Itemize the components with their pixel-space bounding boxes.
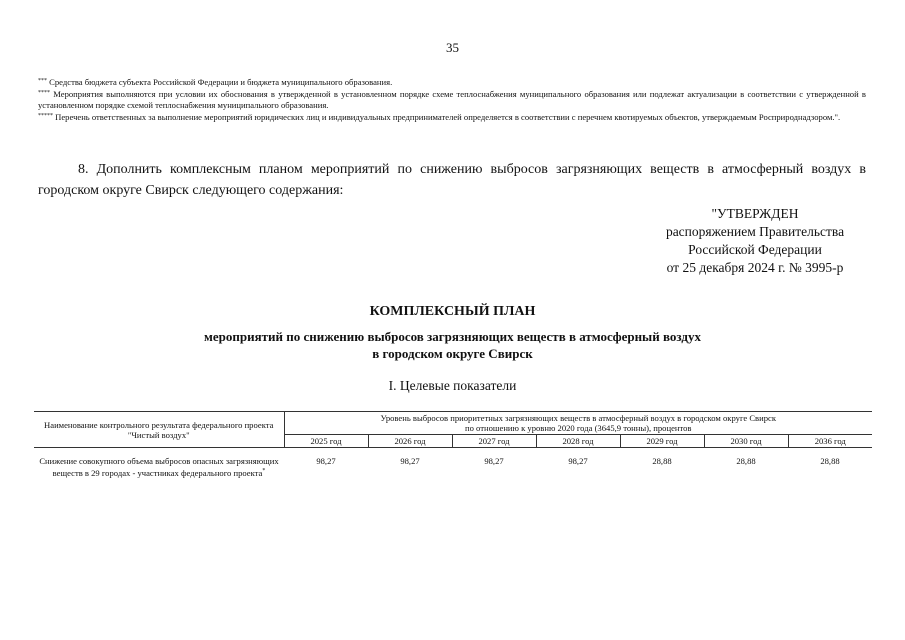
level-header-line: по отношению к уровню 2020 года (3645,9 тонны), процентов — [465, 423, 692, 433]
approval-line: "УТВЕРЖДЕН — [711, 206, 799, 221]
footnote-text: Перечень ответственных за выполнение мероприятий юридических лиц и индивидуальных предпринимателей определяется в соответствии с перечнем квотируемых объектов, утверждаемым Росприроднадзором.". — [53, 112, 841, 122]
value-cell: 98,27 — [316, 456, 336, 466]
approval-line: распоряжением Правительства — [665, 224, 845, 239]
footnote-text: Средства бюджета субъекта Российской Федерации и бюджета муниципального образования. — [47, 77, 393, 87]
footnote-mark: **** — [38, 90, 50, 96]
row-name-cell — [34, 448, 284, 478]
level-column-header — [284, 412, 872, 435]
year-header: 2029 год — [620, 435, 704, 448]
value-cell: 28,88 — [736, 456, 756, 466]
footnote-text: Мероприятия выполняются при условии их обоснования в утвержденной в установленном порядке схеме теплоснабжения муниципального образования или подлежат актуализации в соответствии с утвержденной в установленном порядке схемой теплоснабжения муниципального образования. — [38, 89, 866, 110]
subtitle-line: в городском округе Свирск — [372, 346, 533, 361]
year-header: 2036 год — [788, 435, 872, 448]
value-cell: 98,27 — [400, 456, 420, 466]
targets-table — [34, 411, 872, 478]
document-title: КОМПЛЕКСНЫЙ ПЛАН — [369, 304, 536, 319]
row-name-mark: * — [262, 468, 266, 474]
approval-block — [640, 205, 870, 277]
footnote — [38, 89, 866, 111]
value-cell: 28,88 — [652, 456, 672, 466]
year-header: 2027 год — [452, 435, 536, 448]
amendment-paragraph: 8. Дополнить комплексным планом мероприятий по снижению выбросов загрязняющих веществ в атмосферный воздух в городском округе Свирск следующего содержания: — [38, 162, 866, 198]
year-header: 2030 год — [704, 435, 788, 448]
section-heading: I. Целевые показатели — [388, 378, 517, 393]
footnote — [38, 112, 866, 123]
value-cell: 98,27 — [484, 456, 504, 466]
footnotes — [38, 77, 866, 124]
year-header: 2025 год — [284, 435, 368, 448]
year-header: 2026 год — [368, 435, 452, 448]
level-header-line: Уровень выбросов приоритетных загрязняющих веществ в атмосферный воздух в городском округе Свирск — [380, 413, 776, 423]
row-name-text: Снижение совокупного объема выбросов опасных загрязняющих веществ в 29 городах - участниках федерального проекта — [39, 456, 279, 478]
value-cell: 98,27 — [568, 456, 588, 466]
year-header: 2028 год — [536, 435, 620, 448]
footnote — [38, 77, 866, 88]
page-number: 35 — [446, 40, 459, 55]
approval-line: Российской Федерации — [688, 242, 822, 257]
value-cell: 28,88 — [820, 456, 840, 466]
name-column-header: Наименование контрольного результата федерального проекта "Чистый воздух" — [34, 412, 284, 448]
approval-line: от 25 декабря 2024 г. № 3995-р — [666, 260, 844, 275]
document-subtitle — [0, 328, 905, 362]
subtitle-line: мероприятий по снижению выбросов загрязняющих веществ в атмосферный воздух — [204, 329, 701, 344]
footnote-mark: *** — [38, 78, 47, 84]
footnote-mark: ***** — [38, 113, 53, 119]
table-row — [34, 448, 872, 478]
